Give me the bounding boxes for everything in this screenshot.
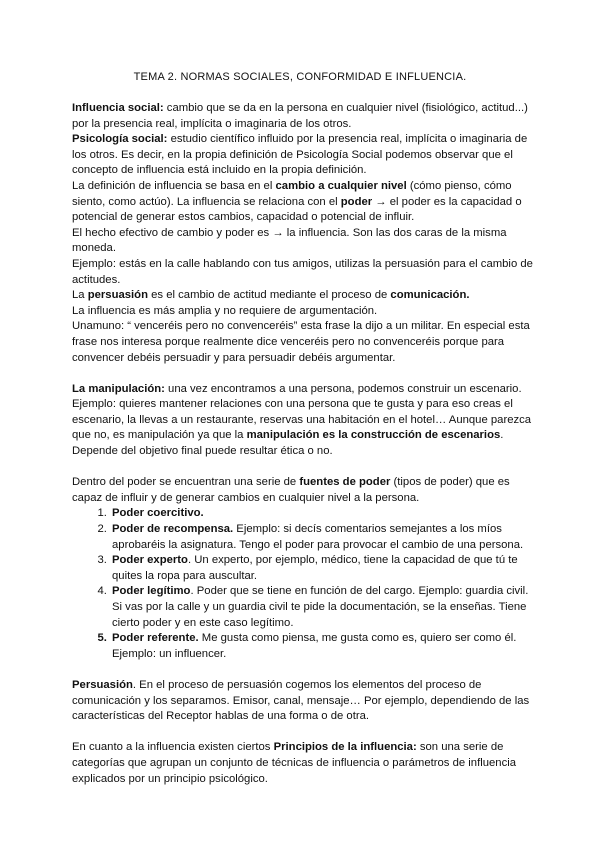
paragraph-manipulacion: La manipulación: una vez encontramos a una persona, podemos construir un escenario. Ejemplo: quieres mantener relaciones con una persona que te gusta y para eso creas el escenario, la llevas a un restaurante, reservas una habitación en el hotel… Aunque parezca que no, es manipulación ya que la manipulación es la construcción de escenarios. Depende del objetivo final puede resultar ética o no. bbox=[72, 382, 532, 458]
list-item: 2. Poder de recompensa. Ejemplo: si decís comentarios semejantes a los míos aprobaréis la asignatura. Tengo el poder para provocar el cambio de una persona. bbox=[110, 522, 534, 553]
term-influencia-social: Influencia social: bbox=[72, 102, 164, 114]
paragraph-psicologia-social: Psicología social: estudio científico influido por la presencia real, implícita o imaginaria de los otros. Es decir, en la propia definición de Psicología Social podemos observar que el concepto de influencia está incluido en la propia definición. bbox=[72, 133, 528, 177]
paragraph-persuasion: La persuasión es el cambio de actitud mediante el proceso de comunicación. bbox=[72, 289, 470, 302]
paragraph-fuentes-poder: Dentro del poder se encuentran una serie de fuentes de poder (tipos de poder) que es capaz de influir y de generar cambios en cualquier nivel a la persona. bbox=[72, 476, 510, 504]
paragraph-definicion-influencia: La definición de influencia se basa en el cambio a cualquier nivel (cómo pienso, cómo siento, como actúo). La influencia se relaciona con el poder → el poder es la capacidad o potencial de generar estos cambios, capacidad o potencial de influir. bbox=[72, 179, 522, 224]
power-sources-list bbox=[72, 506, 534, 662]
paragraph-influencia-social: Influencia social: cambio que se da en la persona en cualquier nivel (fisiológico, actitud...) por la presencia real, implícita o imaginaria de los otros. bbox=[72, 102, 528, 130]
paragraph-cambio-poder: El hecho efectivo de cambio y poder es → la influencia. Son las dos caras de la misma moneda. bbox=[72, 226, 507, 255]
paragraph-influencia-amplia: La influencia es más amplia y no requiere de argumentación. bbox=[72, 304, 378, 317]
page-title: TEMA 2. NORMAS SOCIALES, CONFORMIDAD E INFLUENCIA. bbox=[133, 71, 467, 83]
list-item: 3. Poder experto. Un experto, por ejemplo, médico, tiene la capacidad de que tú te quites la ropa para auscultar. bbox=[110, 553, 534, 584]
list-item: 1. Poder coercitivo. bbox=[110, 506, 534, 522]
paragraph-ejemplo-persuasion: Ejemplo: estás en la calle hablando con tus amigos, utilizas la persuasión para el cambio de actitudes. bbox=[72, 257, 533, 286]
paragraph-persuasion-proceso: Persuasión. En el proceso de persuasión cogemos los elementos del proceso de comunicación y los separamos. Emisor, canal, mensaje… Por ejemplo, dependiendo de las características del Receptor hablas de una forma o de otra. bbox=[72, 678, 530, 723]
list-item: 4. Poder legítimo. Poder que se tiene en función de del cargo. Ejemplo: guardia civil. Si vas por la calle y un guardia civil te pide la documentación, se la enseñas. Tiene cierto poder y en este caso legítimo. bbox=[110, 584, 534, 631]
paragraph-unamuno: Unamuno: “ venceréis pero no convenceréis” esta frase la dijo a un militar. En especial esta frase nos interesa porque realmente dice venceréis pero no convenceréis porque para convencer debéis persuadir y para persuadir debéis argumentar. bbox=[72, 320, 530, 364]
paragraph-principios-influencia: En cuanto a la influencia existen ciertos Principios de la influencia: son una serie de categorías que agrupan un conjunto de técnicas de influencia o parámetros de influencia explicados por un principio psicológico. bbox=[72, 741, 517, 785]
document-body bbox=[72, 101, 534, 787]
term-psicologia-social: Psicología social: bbox=[72, 133, 168, 146]
list-item: 5. Poder referente. Me gusta como piensa, me gusta como es, quiero ser como él. Ejemplo: un influencer. bbox=[110, 631, 534, 662]
